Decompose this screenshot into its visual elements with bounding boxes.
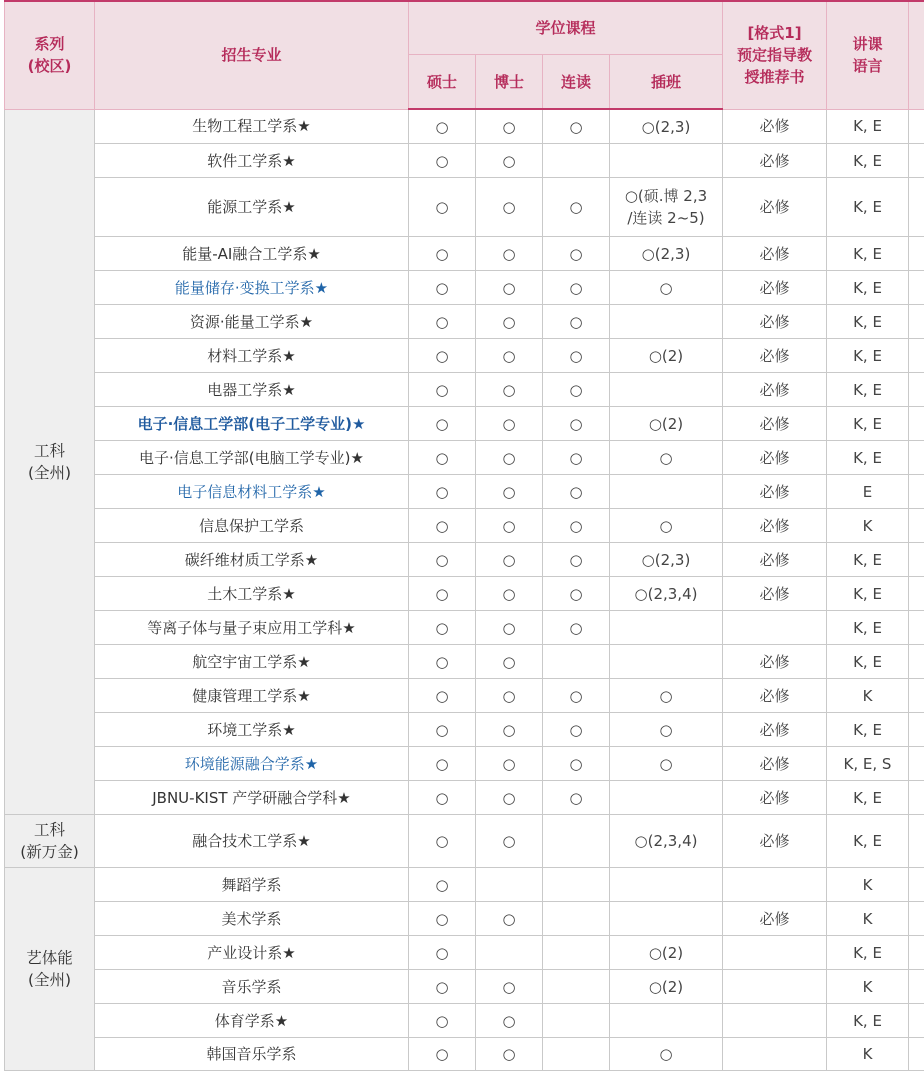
recommendation-status: 必修 xyxy=(723,747,827,781)
lecture-language: K, E xyxy=(827,781,909,815)
transfer-mark: ○(2) xyxy=(610,970,723,1004)
major-name: 融合技术工学系★ xyxy=(95,815,409,868)
table-row xyxy=(5,577,924,611)
master-mark: ○ xyxy=(409,577,476,611)
major-name: 电子·信息工学部(电子工学专业)★ xyxy=(95,407,409,441)
doctor-mark: ○ xyxy=(476,543,543,577)
recommendation-status: 必修 xyxy=(723,713,827,747)
doctor-mark: ○ xyxy=(476,373,543,407)
table-row xyxy=(5,902,924,936)
series-campus-cell: 工科 (全州) xyxy=(5,109,95,815)
doctor-mark: ○ xyxy=(476,970,543,1004)
table-row xyxy=(5,178,924,237)
transfer-mark xyxy=(610,1004,723,1038)
combined-mark: ○ xyxy=(543,577,610,611)
master-mark: ○ xyxy=(409,611,476,645)
transfer-mark: ○ xyxy=(610,679,723,713)
doctor-mark: ○ xyxy=(476,781,543,815)
table-row xyxy=(5,109,924,144)
table-row xyxy=(5,144,924,178)
transfer-mark: ○ xyxy=(610,747,723,781)
table-row xyxy=(5,1004,924,1038)
transfer-mark: ○ xyxy=(610,713,723,747)
combined-mark: ○ xyxy=(543,781,610,815)
table-row xyxy=(5,339,924,373)
doctor-mark: ○ xyxy=(476,475,543,509)
recommendation-status: 必修 xyxy=(723,271,827,305)
doctor-mark: ○ xyxy=(476,679,543,713)
lecture-language: K, E xyxy=(827,339,909,373)
doctor-mark: ○ xyxy=(476,902,543,936)
table-row xyxy=(5,271,924,305)
table-row xyxy=(5,868,924,902)
overflow-cell xyxy=(909,109,924,144)
overflow-cell xyxy=(909,144,924,178)
master-mark: ○ xyxy=(409,543,476,577)
lecture-language: K, E xyxy=(827,271,909,305)
table-row xyxy=(5,645,924,679)
recommendation-status: 必修 xyxy=(723,509,827,543)
combined-mark xyxy=(543,1038,610,1071)
transfer-mark xyxy=(610,373,723,407)
master-mark: ○ xyxy=(409,305,476,339)
lecture-language: K xyxy=(827,509,909,543)
transfer-mark: ○(2,3,4) xyxy=(610,815,723,868)
lecture-language: K, E xyxy=(827,1004,909,1038)
recommendation-status: 必修 xyxy=(723,339,827,373)
recommendation-status: 必修 xyxy=(723,441,827,475)
master-mark: ○ xyxy=(409,936,476,970)
header-degree-group: 学位课程 xyxy=(409,1,723,55)
transfer-mark xyxy=(610,305,723,339)
major-name: 电子信息材料工学系★ xyxy=(95,475,409,509)
overflow-cell xyxy=(909,747,924,781)
transfer-mark xyxy=(610,645,723,679)
lecture-language: K xyxy=(827,679,909,713)
transfer-mark xyxy=(610,868,723,902)
overflow-cell xyxy=(909,1004,924,1038)
overflow-cell xyxy=(909,178,924,237)
table-row xyxy=(5,970,924,1004)
combined-mark: ○ xyxy=(543,441,610,475)
header-doctor: 博士 xyxy=(476,55,543,110)
transfer-mark xyxy=(610,781,723,815)
lecture-language: K, E xyxy=(827,305,909,339)
table-row xyxy=(5,713,924,747)
overflow-cell xyxy=(909,271,924,305)
overflow-cell xyxy=(909,645,924,679)
transfer-mark: ○(2) xyxy=(610,407,723,441)
table-row xyxy=(5,509,924,543)
recommendation-status xyxy=(723,1038,827,1071)
major-name: 环境能源融合学系★ xyxy=(95,747,409,781)
transfer-mark: ○(2,3) xyxy=(610,237,723,271)
master-mark: ○ xyxy=(409,373,476,407)
header-recommendation xyxy=(723,1,827,109)
master-mark: ○ xyxy=(409,1004,476,1038)
recommendation-status xyxy=(723,1004,827,1038)
series-campus-cell: 艺体能 (全州) xyxy=(5,868,95,1071)
major-name: 环境工学系★ xyxy=(95,713,409,747)
recommendation-status: 必修 xyxy=(723,781,827,815)
transfer-mark: ○ xyxy=(610,1038,723,1071)
doctor-mark: ○ xyxy=(476,611,543,645)
lecture-language: K, E xyxy=(827,713,909,747)
combined-mark: ○ xyxy=(543,109,610,144)
combined-mark: ○ xyxy=(543,305,610,339)
combined-mark: ○ xyxy=(543,611,610,645)
recommendation-status: 必修 xyxy=(723,305,827,339)
lecture-language: K, E xyxy=(827,936,909,970)
recommendation-status: 必修 xyxy=(723,475,827,509)
doctor-mark xyxy=(476,868,543,902)
overflow-cell xyxy=(909,936,924,970)
recommendation-status: 必修 xyxy=(723,815,827,868)
major-name: 能源工学系★ xyxy=(95,178,409,237)
table-row xyxy=(5,373,924,407)
table-row xyxy=(5,305,924,339)
table-row xyxy=(5,237,924,271)
lecture-language: K xyxy=(827,970,909,1004)
lecture-language: K, E xyxy=(827,645,909,679)
header-combined: 连读 xyxy=(543,55,610,110)
master-mark: ○ xyxy=(409,109,476,144)
combined-mark: ○ xyxy=(543,713,610,747)
doctor-mark: ○ xyxy=(476,178,543,237)
header-transfer: 插班 xyxy=(610,55,723,110)
header-language-label: 讲课 语言 xyxy=(852,35,883,76)
combined-mark xyxy=(543,815,610,868)
recommendation-status: 必修 xyxy=(723,109,827,144)
doctor-mark: ○ xyxy=(476,1038,543,1071)
master-mark: ○ xyxy=(409,509,476,543)
combined-mark: ○ xyxy=(543,509,610,543)
doctor-mark: ○ xyxy=(476,1004,543,1038)
header-series-label: 系列 (校区) xyxy=(27,35,72,76)
recommendation-status: 必修 xyxy=(723,373,827,407)
doctor-mark: ○ xyxy=(476,509,543,543)
combined-mark xyxy=(543,645,610,679)
combined-mark xyxy=(543,144,610,178)
combined-mark: ○ xyxy=(543,543,610,577)
master-mark: ○ xyxy=(409,970,476,1004)
master-mark: ○ xyxy=(409,237,476,271)
doctor-mark xyxy=(476,936,543,970)
master-mark: ○ xyxy=(409,645,476,679)
master-mark: ○ xyxy=(409,144,476,178)
major-name: 健康管理工学系★ xyxy=(95,679,409,713)
lecture-language: K, E xyxy=(827,543,909,577)
table-body xyxy=(5,109,924,1071)
table-row xyxy=(5,611,924,645)
overflow-cell xyxy=(909,339,924,373)
transfer-mark: ○ xyxy=(610,271,723,305)
master-mark: ○ xyxy=(409,1038,476,1071)
combined-mark xyxy=(543,1004,610,1038)
master-mark: ○ xyxy=(409,407,476,441)
combined-mark: ○ xyxy=(543,237,610,271)
overflow-cell xyxy=(909,509,924,543)
header-series xyxy=(5,1,95,109)
recommendation-status: 必修 xyxy=(723,407,827,441)
overflow-cell xyxy=(909,441,924,475)
lecture-language: K, E xyxy=(827,237,909,271)
lecture-language: K xyxy=(827,902,909,936)
combined-mark xyxy=(543,970,610,1004)
overflow-cell xyxy=(909,611,924,645)
major-name: 生物工程工学系★ xyxy=(95,109,409,144)
lecture-language: K, E xyxy=(827,815,909,868)
doctor-mark: ○ xyxy=(476,271,543,305)
header-recommendation-label: [格式1] 预定指导教 授推荐书 xyxy=(737,24,813,87)
lecture-language: K, E xyxy=(827,178,909,237)
transfer-mark: ○(2,3,4) xyxy=(610,577,723,611)
transfer-mark xyxy=(610,611,723,645)
combined-mark: ○ xyxy=(543,271,610,305)
major-name: 体育学系★ xyxy=(95,1004,409,1038)
doctor-mark: ○ xyxy=(476,305,543,339)
doctor-mark: ○ xyxy=(476,407,543,441)
doctor-mark: ○ xyxy=(476,237,543,271)
recommendation-status xyxy=(723,936,827,970)
overflow-cell xyxy=(909,543,924,577)
recommendation-status: 必修 xyxy=(723,577,827,611)
overflow-cell xyxy=(909,868,924,902)
doctor-mark: ○ xyxy=(476,747,543,781)
table-row xyxy=(5,679,924,713)
major-name: 舞蹈学系 xyxy=(95,868,409,902)
lecture-language: K, E xyxy=(827,611,909,645)
recommendation-status xyxy=(723,970,827,1004)
combined-mark: ○ xyxy=(543,373,610,407)
overflow-cell xyxy=(909,373,924,407)
major-name: 软件工学系★ xyxy=(95,144,409,178)
table-row xyxy=(5,815,924,868)
combined-mark xyxy=(543,902,610,936)
master-mark: ○ xyxy=(409,781,476,815)
major-name: 能量储存·变换工学系★ xyxy=(95,271,409,305)
doctor-mark: ○ xyxy=(476,109,543,144)
combined-mark: ○ xyxy=(543,747,610,781)
combined-mark: ○ xyxy=(543,339,610,373)
overflow-cell xyxy=(909,713,924,747)
major-name: 土木工学系★ xyxy=(95,577,409,611)
combined-mark: ○ xyxy=(543,407,610,441)
master-mark: ○ xyxy=(409,679,476,713)
overflow-cell xyxy=(909,679,924,713)
lecture-language: K, E xyxy=(827,109,909,144)
series-campus-cell: 工科 (新万金) xyxy=(5,815,95,868)
master-mark: ○ xyxy=(409,475,476,509)
lecture-language: K, E xyxy=(827,441,909,475)
doctor-mark: ○ xyxy=(476,577,543,611)
major-name: JBNU-KIST 产学研融合学科★ xyxy=(95,781,409,815)
transfer-mark: ○ xyxy=(610,441,723,475)
major-name: 航空宇宙工学系★ xyxy=(95,645,409,679)
major-name: 资源·能量工学系★ xyxy=(95,305,409,339)
transfer-mark: ○ xyxy=(610,509,723,543)
combined-mark: ○ xyxy=(543,475,610,509)
combined-mark: ○ xyxy=(543,679,610,713)
overflow-cell xyxy=(909,475,924,509)
transfer-mark: ○(2) xyxy=(610,339,723,373)
lecture-language: K, E, S xyxy=(827,747,909,781)
overflow-cell xyxy=(909,1038,924,1071)
lecture-language: K, E xyxy=(827,144,909,178)
master-mark: ○ xyxy=(409,747,476,781)
master-mark: ○ xyxy=(409,441,476,475)
table-row xyxy=(5,1038,924,1071)
overflow-cell xyxy=(909,237,924,271)
recommendation-status: 必修 xyxy=(723,144,827,178)
admissions-table xyxy=(4,0,924,1071)
master-mark: ○ xyxy=(409,271,476,305)
header-overflow xyxy=(909,1,924,109)
recommendation-status xyxy=(723,611,827,645)
major-name: 美术学系 xyxy=(95,902,409,936)
recommendation-status: 必修 xyxy=(723,679,827,713)
recommendation-status: 必修 xyxy=(723,902,827,936)
overflow-cell xyxy=(909,781,924,815)
overflow-cell xyxy=(909,815,924,868)
doctor-mark: ○ xyxy=(476,713,543,747)
doctor-mark: ○ xyxy=(476,339,543,373)
table-row xyxy=(5,475,924,509)
header-language xyxy=(827,1,909,109)
table-row xyxy=(5,543,924,577)
overflow-cell xyxy=(909,407,924,441)
major-name: 韩国音乐学系 xyxy=(95,1038,409,1071)
master-mark: ○ xyxy=(409,178,476,237)
major-name: 碳纤维材质工学系★ xyxy=(95,543,409,577)
recommendation-status xyxy=(723,868,827,902)
lecture-language: K, E xyxy=(827,407,909,441)
lecture-language: K, E xyxy=(827,373,909,407)
lecture-language: K xyxy=(827,1038,909,1071)
recommendation-status: 必修 xyxy=(723,237,827,271)
doctor-mark: ○ xyxy=(476,441,543,475)
transfer-mark: ○(硕.博 2,3 /连读 2~5) xyxy=(610,178,723,237)
master-mark: ○ xyxy=(409,868,476,902)
combined-mark xyxy=(543,936,610,970)
transfer-mark xyxy=(610,144,723,178)
major-name: 等离子体与量子束应用工学科★ xyxy=(95,611,409,645)
combined-mark xyxy=(543,868,610,902)
overflow-cell xyxy=(909,577,924,611)
overflow-cell xyxy=(909,902,924,936)
master-mark: ○ xyxy=(409,815,476,868)
major-name: 信息保护工学系 xyxy=(95,509,409,543)
major-name: 电器工学系★ xyxy=(95,373,409,407)
master-mark: ○ xyxy=(409,713,476,747)
recommendation-status: 必修 xyxy=(723,645,827,679)
recommendation-status: 必修 xyxy=(723,543,827,577)
transfer-mark: ○(2) xyxy=(610,936,723,970)
recommendation-status: 必修 xyxy=(723,178,827,237)
transfer-mark: ○(2,3) xyxy=(610,109,723,144)
lecture-language: E xyxy=(827,475,909,509)
master-mark: ○ xyxy=(409,339,476,373)
table-row xyxy=(5,781,924,815)
lecture-language: K xyxy=(827,868,909,902)
doctor-mark: ○ xyxy=(476,645,543,679)
major-name: 能量-AI融合工学系★ xyxy=(95,237,409,271)
overflow-cell xyxy=(909,305,924,339)
transfer-mark: ○(2,3) xyxy=(610,543,723,577)
table-row xyxy=(5,407,924,441)
major-name: 音乐学系 xyxy=(95,970,409,1004)
table-row xyxy=(5,936,924,970)
transfer-mark xyxy=(610,475,723,509)
master-mark: ○ xyxy=(409,902,476,936)
overflow-cell xyxy=(909,970,924,1004)
lecture-language: K, E xyxy=(827,577,909,611)
transfer-mark xyxy=(610,902,723,936)
major-name: 产业设计系★ xyxy=(95,936,409,970)
header-master: 硕士 xyxy=(409,55,476,110)
doctor-mark: ○ xyxy=(476,815,543,868)
header-major: 招生专业 xyxy=(95,1,409,109)
doctor-mark: ○ xyxy=(476,144,543,178)
major-name: 材料工学系★ xyxy=(95,339,409,373)
major-name: 电子·信息工学部(电脑工学专业)★ xyxy=(95,441,409,475)
table-row xyxy=(5,441,924,475)
table-row xyxy=(5,747,924,781)
combined-mark: ○ xyxy=(543,178,610,237)
